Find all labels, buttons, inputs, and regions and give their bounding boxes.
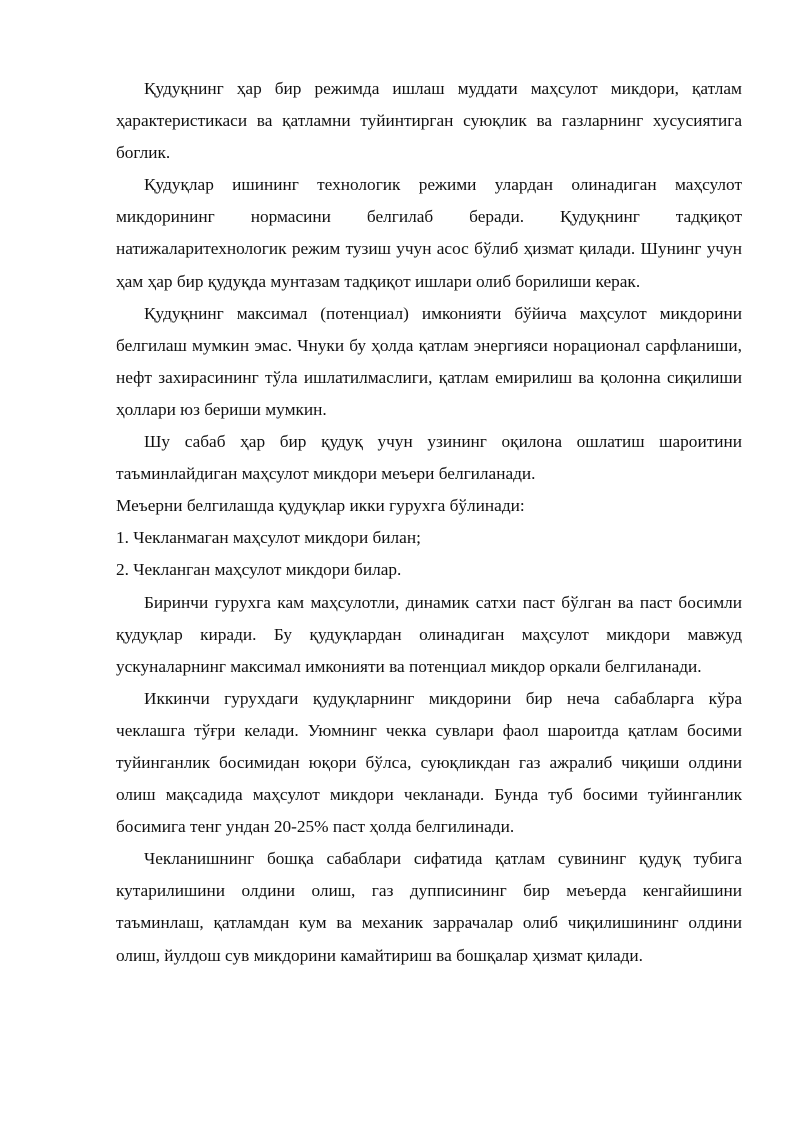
document-body [116, 73, 742, 972]
paragraph-8: Чекланишнинг бошқа сабаблари сифатида қатлам сувининг қудуқ тубига кутарилишини олдини олиш, газ дупписининг бир меъерда кенгайишини таъминлаш, қатламдан кум ва механик заррачалар олиб чиқилишининг олдини олиш, йулдош сув микдорини камайтириш ва бошқалар ҳизмат қилади. [116, 849, 742, 965]
paragraph-4: Шу сабаб ҳар бир қудуқ учун узининг оқилона ошлатиш шароитини таъминлайдиган маҳсулот микдори меъери белгиланади. [116, 432, 742, 484]
paragraph-7: Иккинчи гурухдаги қудуқларнинг микдорини бир неча сабабларга кўра чеклашга тўғри келади. Уюмнинг чекка сувлари фаол шароитда қатлам босими туйинганлик босимидан юқори бўлса, суюқликдан газ ажралиб чиқиши олдини олиш мақсадида маҳсулот микдори чекланади. Бунда туб босими туйинганлик босимига тенг ундан 20-25% паст ҳолда белгилинади. [116, 688, 742, 837]
paragraph-5: Меъерни белгилашда қудуқлар икки гурухга бўлинади: [116, 496, 525, 516]
list-item-2: 2. Чекланган маҳсулот микдори билар. [116, 560, 402, 580]
paragraph-2: Қудуқлар ишининг технологик режими улардан олинадиган маҳсулот микдорининг нормасини белгилаб беради. Қудуқнинг тадқиқот натижаларитехнологик режим тузиш учун асос бўлиб ҳизмат қилади. Шунинг учун ҳам ҳар бир қудуқда мунтазам тадқиқот ишлари олиб борилиши керак. [116, 175, 742, 291]
paragraph-3: Қудуқнинг максимал (потенциал) имконияти бўйича маҳсулот микдорини белгилаш мумкин эмас. Чнуки бу ҳолда қатлам энергияси норационал сарфланиши, нефт захирасининг тўла ишлатилмаслиги, қатлам емирилиш ва қолонна сиқилиши ҳоллари юз бериши мумкин. [116, 303, 742, 419]
paragraph-1: Қудуқнинг ҳар бир режимда ишлаш муддати маҳсулот микдори, қатлам ҳарактеристикаси ва қатламни туйинтирган суюқлик ва газларнинг хусусиятига боглик. [116, 79, 742, 163]
paragraph-6: Биринчи гурухга кам маҳсулотли, динамик сатхи паст бўлган ва паст босимли қудуқлар киради. Бу қудуқлардан олинадиган маҳсулот микдори мавжуд ускуналарнинг максимал имконияти ва потенциал микдор оркали белгиланади. [116, 592, 742, 676]
list-item-1: 1. Чекланмаган маҳсулот микдори билан; [116, 528, 421, 548]
